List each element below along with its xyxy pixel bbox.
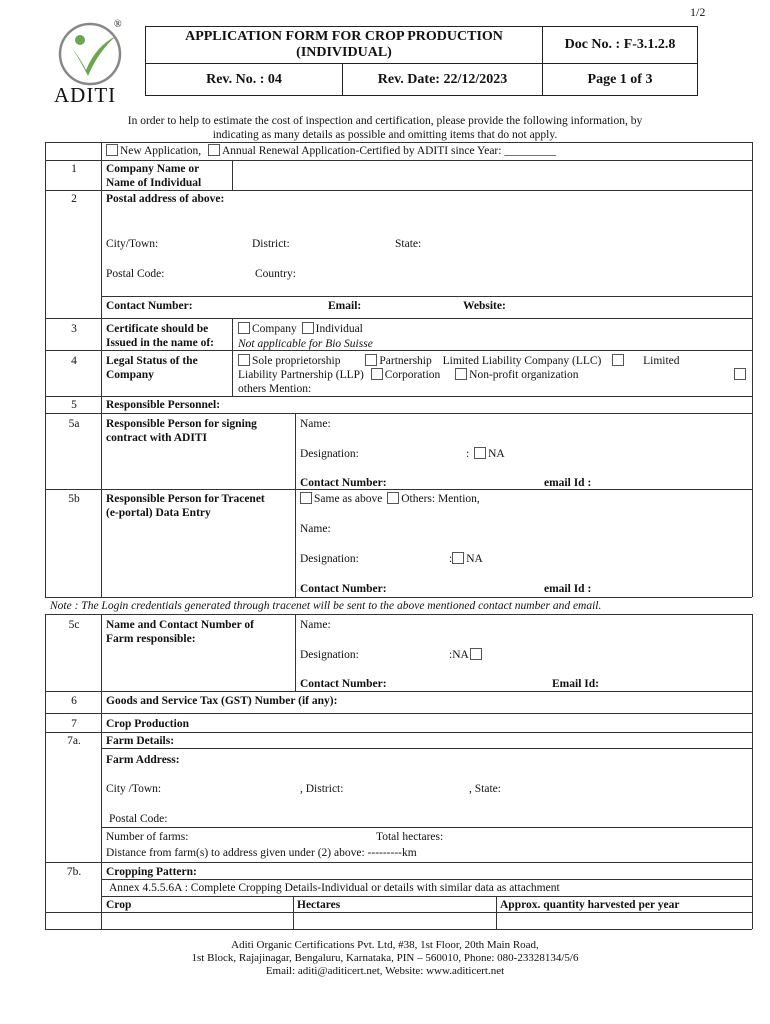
farm-state-label: , State: xyxy=(469,783,501,795)
page-counter: 1/2 xyxy=(690,5,706,19)
page-indicator: Page 1 of 3 xyxy=(542,63,698,96)
email-label: Email: xyxy=(328,300,362,312)
farm-na-checkbox[interactable] xyxy=(470,648,482,660)
legal-status-label-2: Company xyxy=(106,369,154,381)
farm-contact-label: Contact Number: xyxy=(300,678,387,690)
others-mention-label: others Mention: xyxy=(238,383,312,395)
signing-email-label: email Id : xyxy=(544,477,592,489)
signing-person-label-1: Responsible Person for signing xyxy=(106,418,257,430)
certificate-name-label-1: Certificate should be xyxy=(106,323,209,335)
website-label: Website: xyxy=(463,300,506,312)
number-of-farms-label: Number of farms: xyxy=(106,831,189,843)
farm-email-label: Email Id: xyxy=(552,678,599,690)
gst-number-label: Goods and Service Tax (GST) Number (if any): xyxy=(106,695,338,707)
signing-person-label-2: contract with ADITI xyxy=(106,432,207,444)
revision-date: Rev. Date: 22/12/2023 xyxy=(342,63,543,96)
application-type: New Application, Annual Renewal Application-Certified by ADITI since Year: _________ xyxy=(106,144,556,158)
registered-mark: ® xyxy=(114,19,122,30)
tracenet-na-option: : NA xyxy=(449,553,483,565)
logo-text: ADITI xyxy=(54,83,117,107)
login-credentials-note: Note : The Login credentials generated through tracenet will be sent to the above mentioned contact number and email. xyxy=(50,600,602,612)
aditi-logo xyxy=(50,18,130,108)
tracenet-na-checkbox[interactable] xyxy=(452,552,464,564)
company-name-field[interactable] xyxy=(236,162,748,188)
llc-checkbox[interactable] xyxy=(612,354,624,366)
tracenet-contact-label: Contact Number: xyxy=(300,583,387,595)
revision-number: Rev. No. : 04 xyxy=(145,63,343,96)
tracenet-designation-label: Designation: xyxy=(300,553,359,565)
renewal-application-checkbox[interactable] xyxy=(208,144,220,156)
row-number-7b: 7b. xyxy=(66,866,82,878)
new-application-checkbox[interactable] xyxy=(106,144,118,156)
row-number-3: 3 xyxy=(71,323,77,335)
row-number-5b: 5b xyxy=(68,493,80,505)
form-title: APPLICATION FORM FOR CROP PRODUCTION (INDIVIDUAL) xyxy=(145,26,543,64)
tracenet-person-label-2: (e-portal) Data Entry xyxy=(106,507,211,519)
individual-name-label: Name of Individual xyxy=(106,177,202,189)
row-number-5: 5 xyxy=(71,399,77,411)
row-number-7a: 7a. xyxy=(67,735,81,747)
postal-code-label: Postal Code: xyxy=(106,268,165,280)
footer-address-line-1: Aditi Organic Certifications Pvt. Ltd, #38, 1st Floor, 20th Main Road, xyxy=(231,939,539,951)
country-label: Country: xyxy=(255,268,296,280)
farm-na-option: :NA xyxy=(449,648,484,662)
legal-status-options-line1: Sole proprietorship Partnership Limited Liability Company (LLC) Limited xyxy=(238,354,680,368)
farm-details-label: Farm Details: xyxy=(106,735,175,747)
crop-production-label: Crop Production xyxy=(106,718,189,730)
signing-na-option: : NA xyxy=(466,448,505,460)
signing-designation-label: Designation: xyxy=(300,448,359,460)
same-as-above-checkbox[interactable] xyxy=(300,492,312,504)
intro-line-2: indicating as many details as possible and omitting items that do not apply. xyxy=(212,129,558,141)
farm-district-label: , District: xyxy=(300,783,344,795)
sole-proprietorship-checkbox[interactable] xyxy=(238,354,250,366)
signing-na-checkbox[interactable] xyxy=(474,447,486,459)
row-number-5a: 5a xyxy=(68,418,80,430)
farm-name-label: Name: xyxy=(300,619,331,631)
district-label: District: xyxy=(252,238,290,250)
state-label: State: xyxy=(395,238,422,250)
row-number-7: 7 xyxy=(71,718,77,730)
tracenet-person-label-1: Responsible Person for Tracenet xyxy=(106,493,265,505)
annex-note: Annex 4.5.5.6A : Complete Cropping Details-Individual or details with similar data as attachment xyxy=(109,882,560,894)
others-checkbox[interactable] xyxy=(387,492,399,504)
corporation-checkbox[interactable] xyxy=(455,368,467,380)
certificate-name-label-2: Issued in the name of: xyxy=(106,337,214,349)
farm-responsible-label-2: Farm responsible: xyxy=(106,633,196,645)
row-number-1: 1 xyxy=(71,163,77,175)
distance-label: Distance from farm(s) to address given under (2) above: ---------km xyxy=(106,847,417,859)
farm-postal-code-label: Postal Code: xyxy=(109,813,168,825)
signing-name-label: Name: xyxy=(300,418,331,430)
footer-address-line-2: 1st Block, Rajajinagar, Bengaluru, Karnataka, PIN – 560010, Phone: 080-23328134/5/6 xyxy=(191,952,579,964)
company-name-label: Company Name or xyxy=(106,163,200,175)
farm-city-label: City /Town: xyxy=(106,783,162,795)
crop-column-header: Crop xyxy=(106,899,132,911)
farm-responsible-label-1: Name and Contact Number of xyxy=(106,619,255,631)
farm-designation-label: Designation: xyxy=(300,649,359,661)
row-number-5c: 5c xyxy=(68,619,80,631)
quantity-column-header: Approx. quantity harvested per year xyxy=(500,899,680,911)
doc-number: Doc No. : F-3.1.2.8 xyxy=(542,26,698,64)
city-town-label: City/Town: xyxy=(106,238,159,250)
partnership-checkbox[interactable] xyxy=(365,354,377,366)
individual-checkbox[interactable] xyxy=(302,322,314,334)
intro-line-1: In order to help to estimate the cost of inspection and certification, please provide the following information, by xyxy=(127,115,643,127)
row-number-4: 4 xyxy=(71,355,77,367)
tracenet-name-label: Name: xyxy=(300,523,331,535)
cropping-pattern-label: Cropping Pattern: xyxy=(106,866,197,878)
certificate-name-options: Company Individual xyxy=(238,322,363,336)
llp-checkbox[interactable] xyxy=(371,368,383,380)
bio-suisse-note: Not applicable for Bio Suisse xyxy=(238,338,373,350)
company-checkbox[interactable] xyxy=(238,322,250,334)
row-number-6: 6 xyxy=(71,695,77,707)
responsible-personnel-label: Responsible Personnel: xyxy=(106,399,221,411)
legal-status-label-1: Legal Status of the xyxy=(106,355,198,367)
footer-contact-line: Email: aditi@aditicert.net, Website: www.aditicert.net xyxy=(265,965,505,977)
contact-number-label: Contact Number: xyxy=(106,300,193,312)
tracenet-email-label: email Id : xyxy=(544,583,592,595)
postal-address-label: Postal address of above: xyxy=(106,193,225,205)
farm-address-label: Farm Address: xyxy=(106,754,180,766)
signing-contact-label: Contact Number: xyxy=(300,477,387,489)
hectares-column-header: Hectares xyxy=(297,899,341,911)
total-hectares-label: Total hectares: xyxy=(376,831,444,843)
nonprofit-checkbox[interactable] xyxy=(734,368,746,380)
tracenet-options: Same as above Others: Mention, xyxy=(300,492,480,506)
row-number-2: 2 xyxy=(71,193,77,205)
legal-status-options-line2: Liability Partnership (LLP) Corporation Non-profit organization xyxy=(238,369,579,381)
